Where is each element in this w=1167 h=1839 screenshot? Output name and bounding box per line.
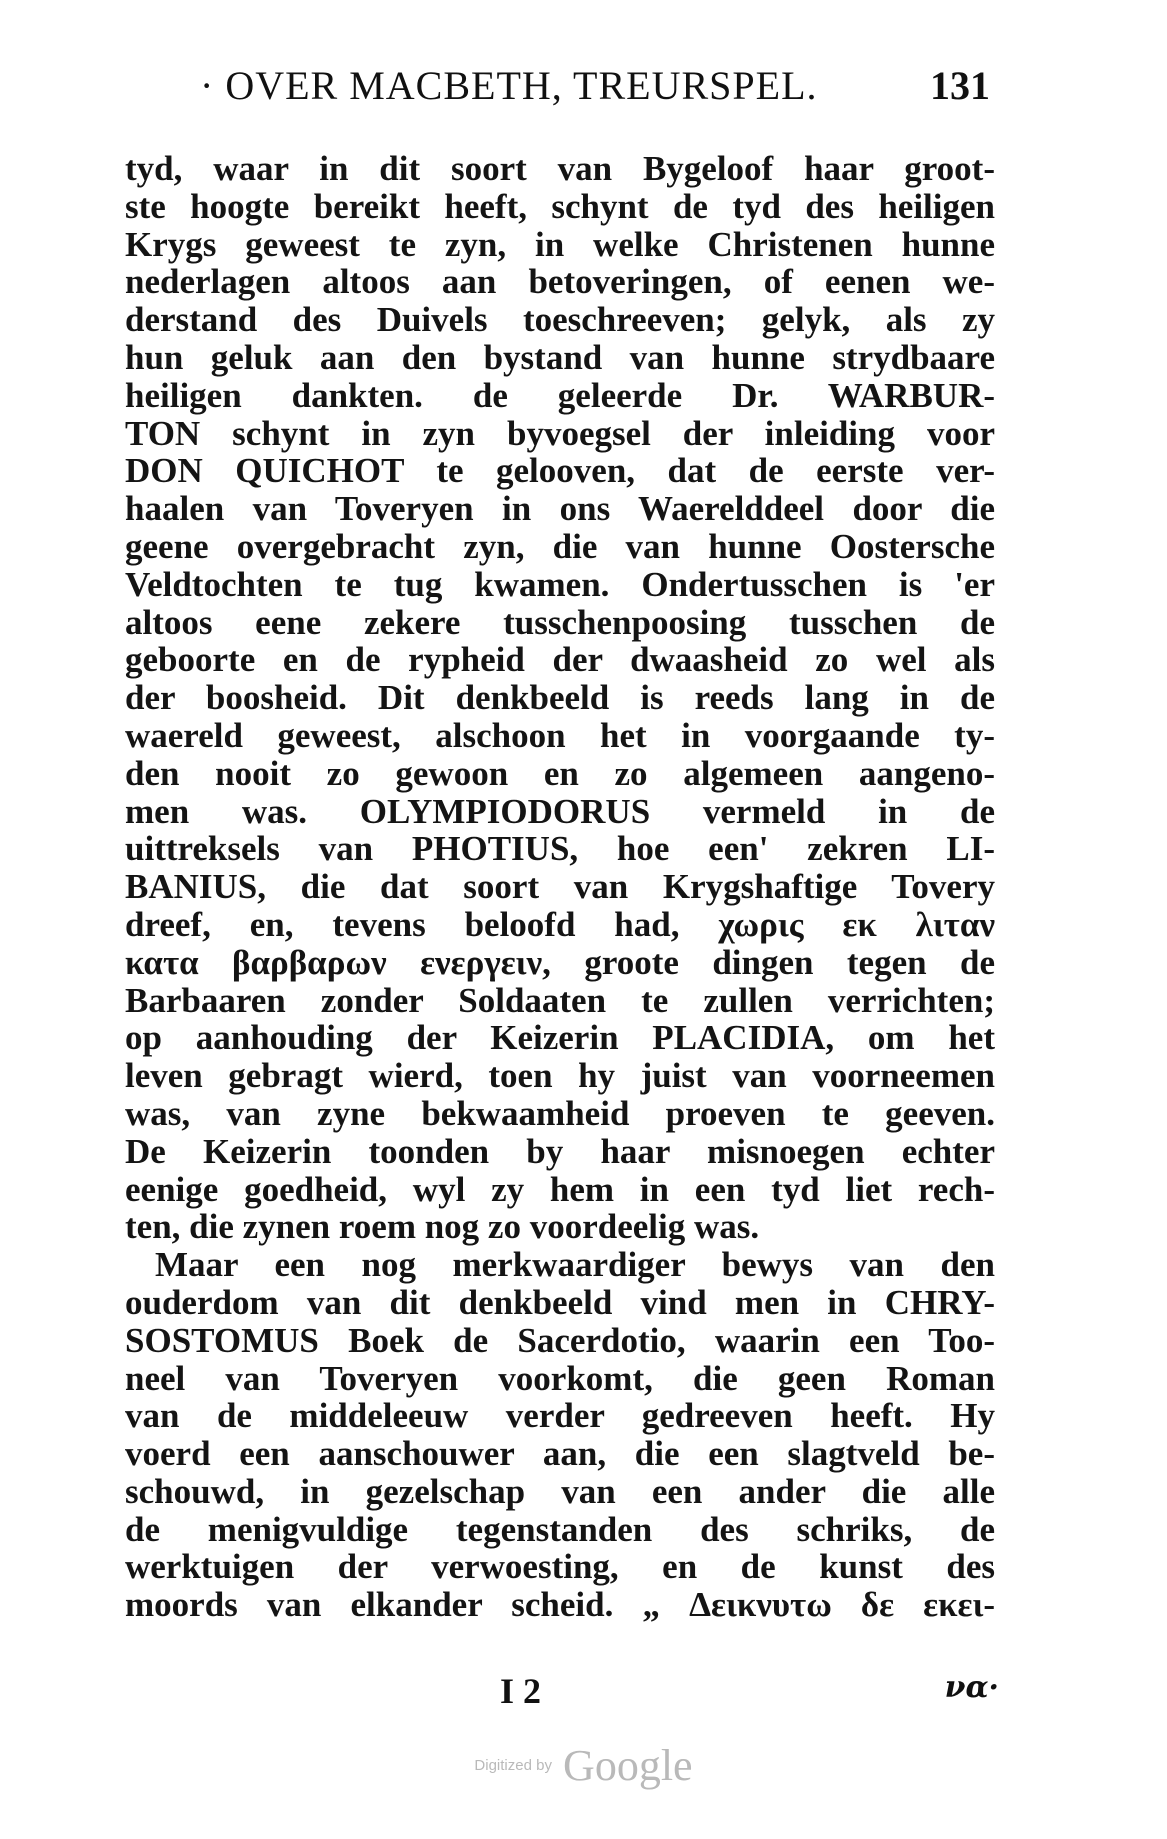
body-text [125,150,995,1624]
digitized-watermark [0,1740,1167,1791]
text-line: tyd, waar in dit soort van Bygeloof haar groot- [125,149,995,188]
text-line: neel van Toveryen voorkomt, die geen Roman [125,1358,995,1398]
text-line: haalen van Toveryen in ons Waerelddeel door die [125,489,995,529]
running-head: · OVER MACBETH, TREURSPEL. [200,63,818,108]
signature-mark: I 2 [500,1671,542,1711]
text-line: TON schynt in zyn byvoegsel der inleiding voor [125,413,995,453]
text-line: de menigvuldige tegenstanden des schriks, de [125,1509,995,1549]
page-header [200,62,990,122]
text-line: De Keizerin toonden by haar misnoegen echter [125,1131,995,1171]
text-line: altoos eene zekere tusschenpoosing tusschen de [125,602,995,642]
text-line: ste hoogte bereikt heeft, schynt de tyd des heiligen [125,186,995,226]
text-line: geboorte en de rypheid der dwaasheid zo wel als [125,640,995,680]
text-line: moords van elkander scheid. „ Δεικνυτω δε εκει- [125,1585,995,1625]
text-line: was, van zyne bekwaamheid proeven te geeven. [125,1093,995,1133]
text-line: SOSTOMUS Boek de Sacerdotio, waarin een Too- [125,1320,995,1360]
text-line: ouderdom van dit denkbeeld vind men in CHRY- [125,1282,995,1322]
text-line: van de middeleeuw verder gedreeven heeft. Hy [125,1396,995,1436]
text-line: leven gebragt wierd, toen hy juist van voorneemen [125,1056,995,1096]
text-line: op aanhouding der Keizerin PLACIDIA, om het [125,1018,995,1058]
text-line: uittreksels van PHOTIUS, hoe een' zekren LI- [125,829,995,869]
text-line: den nooit zo gewoon en zo algemeen aangeno- [125,753,995,793]
text-line: Krygs geweest te zyn, in welke Christenen hunne [125,224,995,264]
watermark-prefix: Digitized by [474,1757,552,1774]
text-line: werktuigen der verwoesting, en de kunst des [125,1547,995,1587]
text-line: nederlagen altoos aan betoveringen, of eenen we- [125,262,995,302]
text-line: men was. OLYMPIODORUS vermeld in de [125,791,995,831]
text-line: heiligen dankten. de geleerde Dr. WARBUR- [125,375,995,415]
text-line: der boosheid. Dit denkbeeld is reeds lang in de [125,678,995,718]
catchword: να· [944,1670,999,1705]
text-line: derstand des Duivels toeschreeven; gelyk, als zy [125,300,995,340]
text-line: Veldtochten te tug kwamen. Ondertusschen is 'er [125,564,995,604]
text-line: eenige goedheid, wyl zy hem in een tyd liet rech- [125,1169,995,1209]
text-line: schouwd, in gezelschap van een ander die alle [125,1471,995,1511]
text-line: waereld geweest, alschoon het in voorgaande ty- [125,715,995,755]
text-line: BANIUS, die dat soort van Krygshaftige Tovery [125,867,995,907]
text-line: κατα βαρβαρων ενεργειν, groote dingen tegen de [125,942,995,982]
text-line: hun geluk aan den bystand van hunne strydbaare [125,337,995,377]
page-number: 131 [930,63,990,108]
text-line: geene overgebracht zyn, die van hunne Oostersche [125,526,995,566]
google-logo: Google [563,1741,693,1790]
text-line: Maar een nog merkwaardiger bewys van den [155,1245,995,1285]
text-line: voerd een aanschouwer aan, die een slagtveld be- [125,1434,995,1474]
text-line: DON QUICHOT te gelooven, dat de eerste ver- [125,451,995,491]
text-line: Barbaaren zonder Soldaaten te zullen verrichten; [125,980,995,1020]
text-line: dreef, en, tevens beloofd had, χωρις εκ λιταν [125,904,995,944]
text-line: ten, die zynen roem nog zo voordeelig was. [125,1207,760,1247]
